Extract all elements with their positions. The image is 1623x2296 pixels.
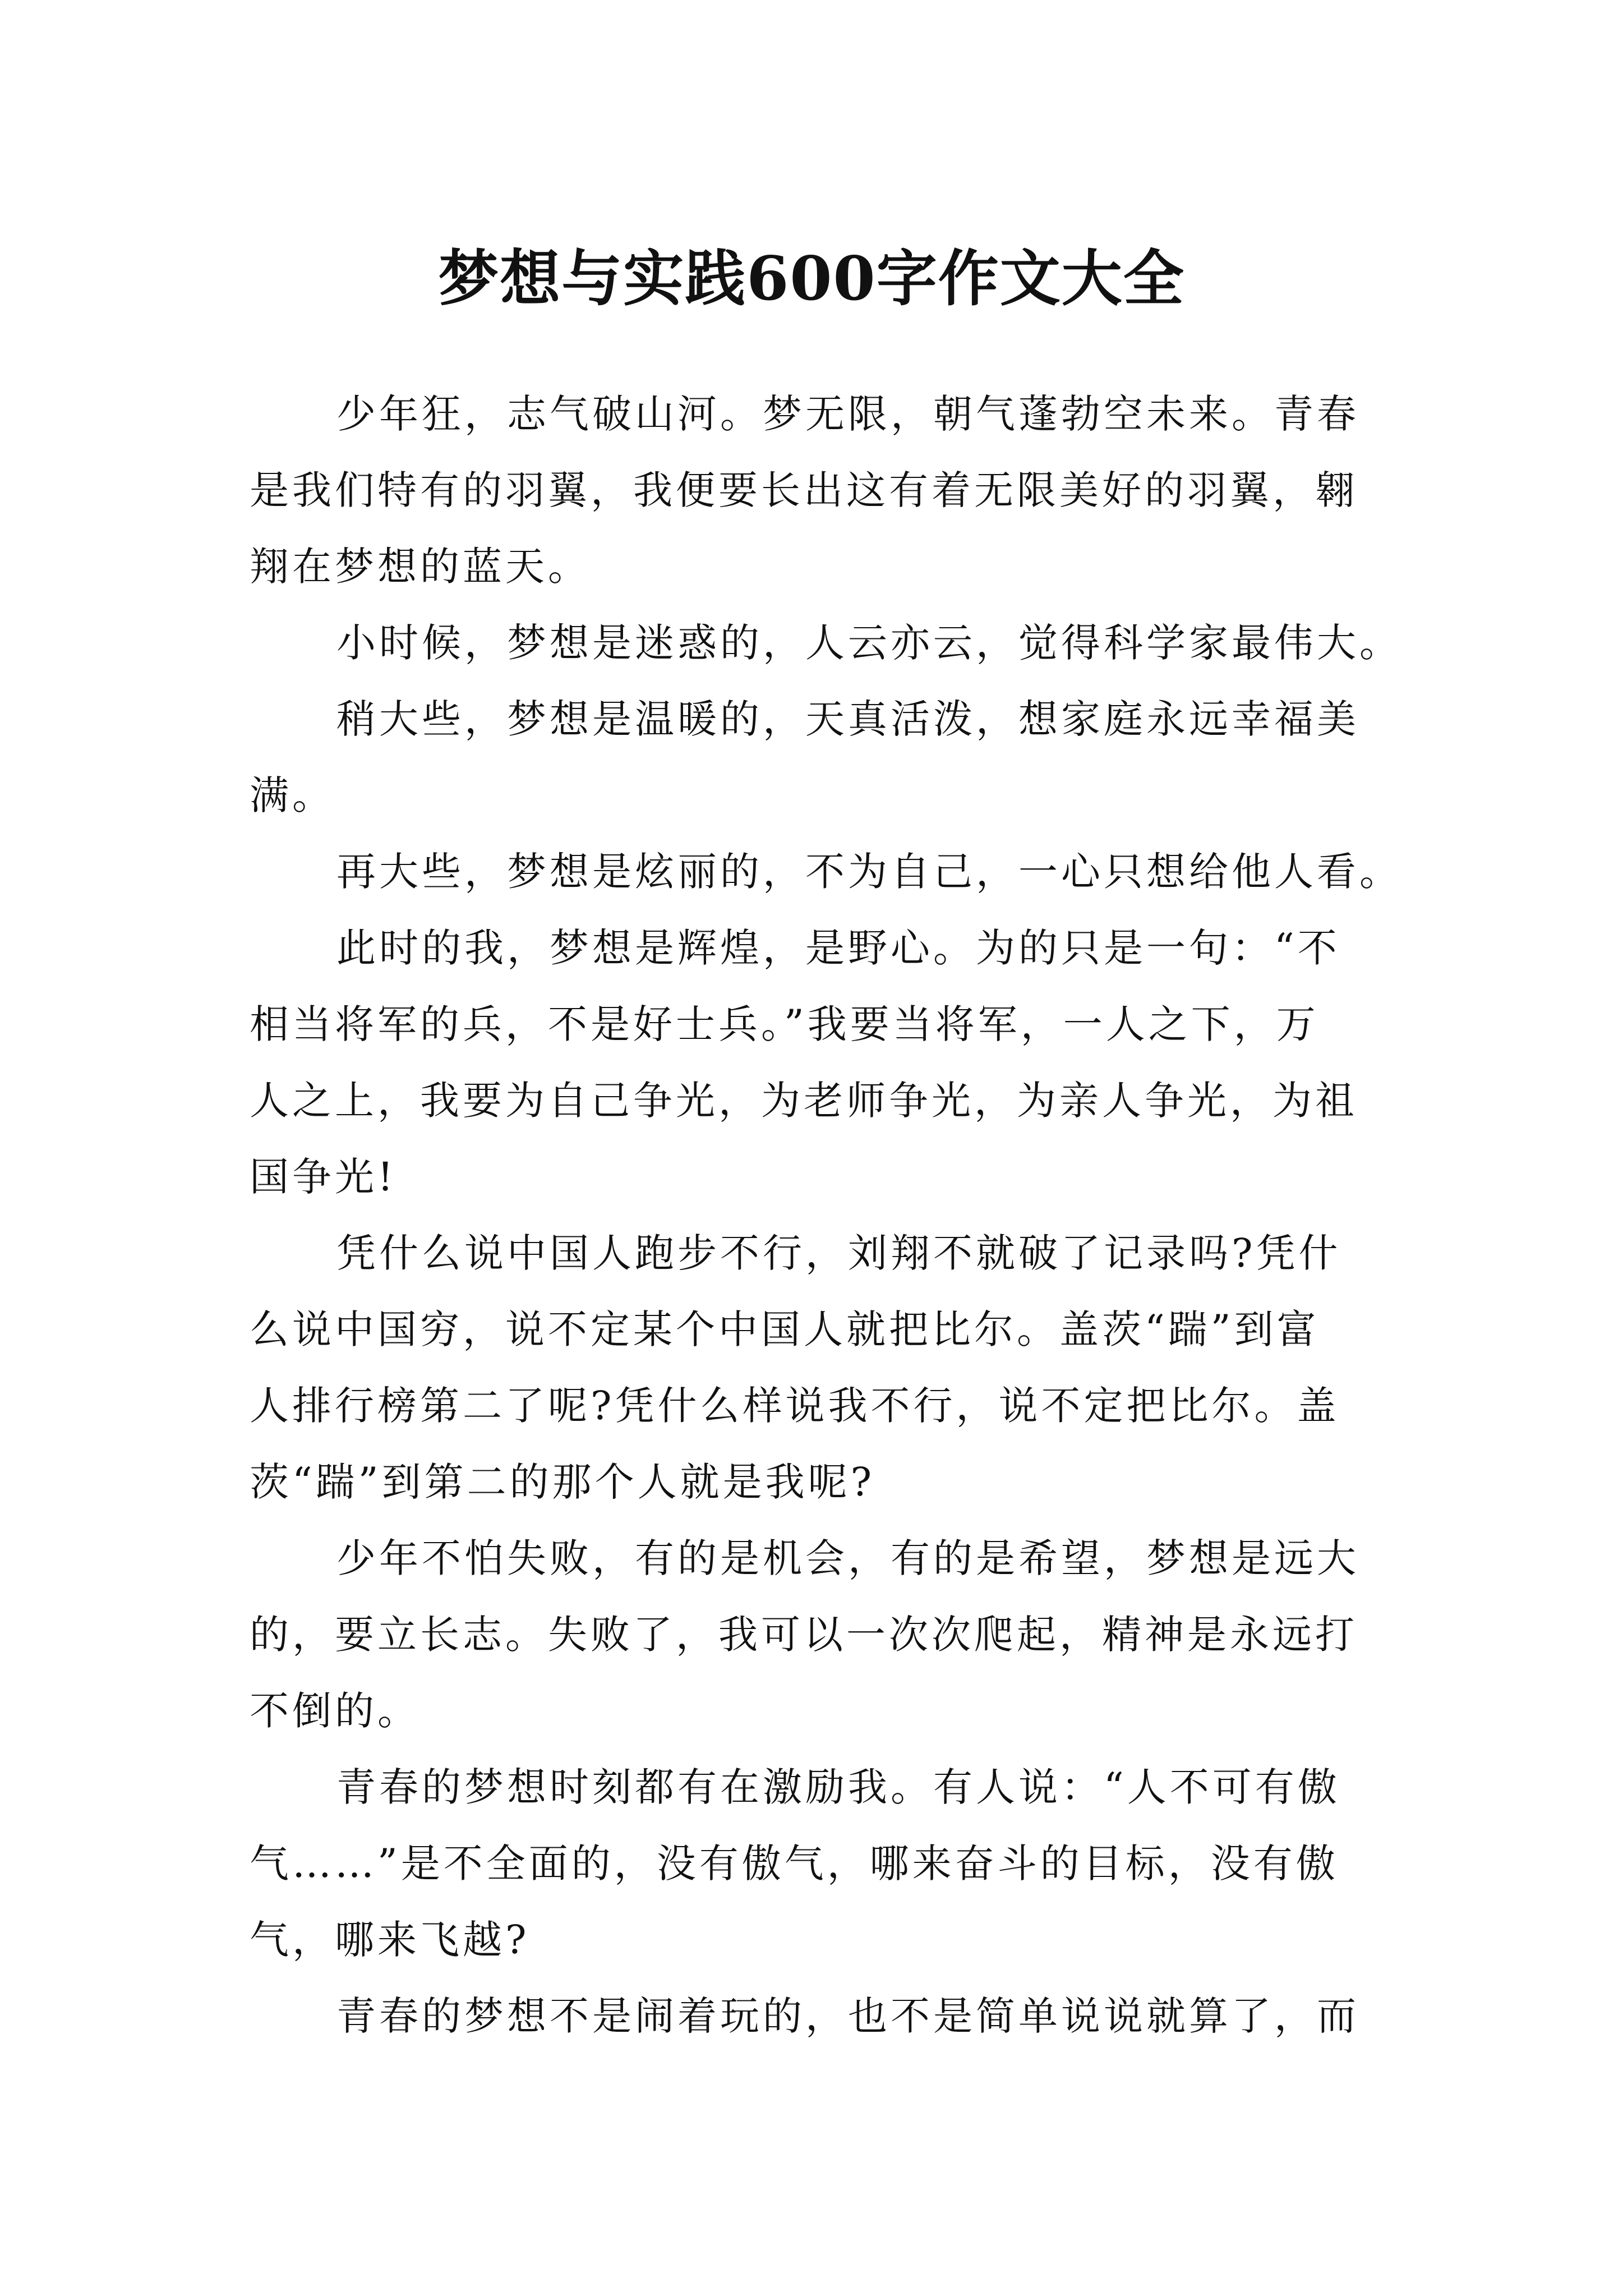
paragraph-line: 小时候，梦想是迷惑的，人云亦云，觉得科学家最伟大。 bbox=[336, 620, 1402, 666]
paragraph-line: 人之上，我要为自己争光，为老师争光，为亲人争光，为祖 bbox=[250, 1078, 1358, 1124]
paragraph-9 bbox=[250, 1978, 1377, 2054]
paragraph-line: 人排行榜第二了呢?凭什么样说我不行，说不定把比尔。盖 bbox=[250, 1383, 1340, 1429]
paragraph-line: 满。 bbox=[250, 772, 335, 818]
paragraph-line: 少年不怕失败，有的是机会，有的是希望，梦想是远大 bbox=[336, 1535, 1359, 1581]
paragraph-4 bbox=[250, 834, 1402, 910]
paragraph-line: 的，要立长志。失败了，我可以一次次爬起，精神是永远打 bbox=[250, 1612, 1358, 1658]
paragraph-6 bbox=[250, 1215, 1377, 1520]
paragraph-line: 茨“踹”到第二的那个人就是我呢? bbox=[250, 1459, 875, 1505]
paragraph-line: 青春的梦想时刻都有在激励我。有人说：“人不可有傲 bbox=[336, 1764, 1340, 1810]
paragraph-7 bbox=[250, 1520, 1377, 1749]
document-title: 梦想与实践600字作文大全 bbox=[438, 243, 1185, 315]
paragraph-line: 么说中国穷，说不定某个中国人就把比尔。盖茨“踹”到富 bbox=[250, 1306, 1320, 1352]
paragraph-line: 翔在梦想的蓝天。 bbox=[250, 544, 591, 590]
paragraph-line: 凭什么说中国人跑步不行，刘翔不就破了记录吗?凭什 bbox=[336, 1230, 1341, 1276]
paragraph-line: 气……”是不全面的，没有傲气，哪来奋斗的目标，没有傲 bbox=[250, 1841, 1339, 1887]
paragraph-5 bbox=[250, 910, 1377, 1215]
paragraph-line: 此时的我，梦想是辉煌，是野心。为的只是一句：“不 bbox=[336, 925, 1340, 971]
paragraph-3 bbox=[250, 681, 1377, 834]
paragraph-2 bbox=[250, 605, 1402, 681]
paragraph-line: 青春的梦想不是闹着玩的，也不是简单说说就算了，而 bbox=[336, 1993, 1359, 2039]
paragraph-line: 相当将军的兵，不是好士兵。”我要当将军，一人之下，万 bbox=[250, 1001, 1319, 1047]
paragraph-line: 气，哪来飞越? bbox=[250, 1917, 530, 1963]
paragraph-line: 少年狂，志气破山河。梦无限，朝气蓬勃空未来。青春 bbox=[336, 391, 1359, 437]
paragraph-8 bbox=[250, 1749, 1377, 1978]
paragraph-line: 是我们特有的羽翼，我便要长出这有着无限美好的羽翼，翱 bbox=[250, 467, 1358, 513]
paragraph-line: 再大些，梦想是炫丽的，不为自己，一心只想给他人看。 bbox=[336, 849, 1402, 895]
paragraph-line: 不倒的。 bbox=[250, 1688, 420, 1734]
paragraph-1 bbox=[250, 376, 1377, 605]
paragraph-line: 稍大些，梦想是温暖的，天真活泼，想家庭永远幸福美 bbox=[336, 696, 1359, 742]
paragraph-line: 国争光! bbox=[250, 1154, 397, 1200]
